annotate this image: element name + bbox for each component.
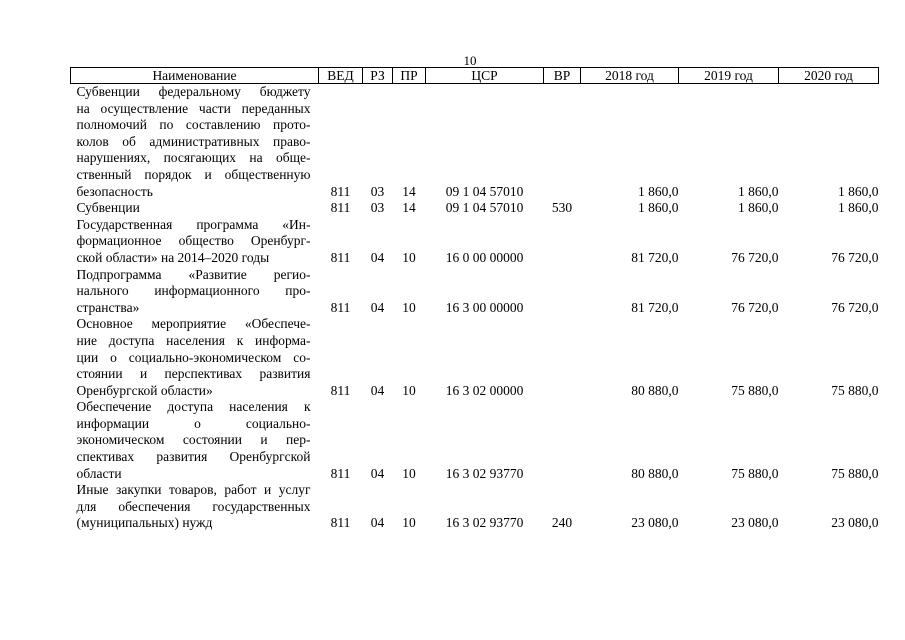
cell-ved: 811 [330, 465, 351, 481]
cell-y2019: 1 860,0 [738, 200, 779, 216]
cell-y2019: 1 860,0 [738, 183, 779, 199]
row-name-line: ние доступа населения к информа- [76, 332, 311, 348]
row-name-line: Обеспечение доступа населения к [76, 399, 311, 415]
table-row [71, 482, 879, 532]
row-name-line: спективах развития Оренбургской [76, 449, 311, 465]
cell-rz: 04 [370, 299, 385, 315]
cell-rz: 03 [370, 200, 385, 216]
row-name-line: для обеспечения государственных [76, 498, 311, 514]
cell-csr: 16 3 00 00000 [445, 299, 524, 315]
row-name-line: безопасность [76, 183, 153, 199]
cell-y2018: 81 720,0 [631, 299, 679, 315]
header-name: Наименование [71, 68, 319, 84]
row-name-line: Субвенции [76, 200, 140, 216]
cell-y2018: 80 880,0 [631, 465, 679, 481]
header-vr: ВР [544, 68, 581, 84]
cell-y2019: 75 880,0 [731, 382, 779, 398]
cell-csr: 09 1 04 57010 [445, 200, 524, 216]
cell-pr: 14 [402, 200, 416, 216]
row-name [71, 482, 319, 532]
cell-y2018: 23 080,0 [631, 515, 679, 531]
cell-rz: 04 [370, 382, 385, 398]
row-name-line: странства» [76, 299, 140, 315]
header-row [71, 68, 879, 84]
cell-vr [544, 84, 581, 201]
row-name [71, 267, 319, 317]
row-name-line: Основное мероприятие «Обеспече- [76, 316, 311, 332]
cell-ved: 811 [330, 299, 351, 315]
row-name-line: Оренбургской области» [76, 382, 213, 398]
cell-ved: 811 [330, 183, 351, 199]
row-name-line: (муниципальных) нужд [76, 515, 213, 531]
table-row [71, 200, 879, 217]
table-row [71, 399, 879, 482]
header-csr: ЦСР [426, 68, 544, 84]
cell-csr: 16 3 02 93770 [445, 515, 524, 531]
row-name-line: информации о социально- [76, 415, 311, 431]
header-pr: ПР [393, 68, 426, 84]
cell-y2020: 23 080,0 [831, 515, 879, 531]
cell-y2020: 76 720,0 [831, 249, 879, 265]
row-name-line: Иные закупки товаров, работ и услуг [76, 482, 311, 498]
row-name-line: Субвенции федеральному бюджету [76, 84, 311, 99]
cell-y2018: 80 880,0 [631, 382, 679, 398]
row-name-line: нарушениях, посягающих на обще- [76, 150, 311, 166]
row-name-line: стоянии и перспективах развития [76, 366, 311, 382]
cell-y2020: 76 720,0 [831, 299, 879, 315]
cell-vr [544, 267, 581, 317]
cell-pr: 10 [402, 249, 416, 265]
row-name-line: нального информационного про- [76, 283, 311, 299]
header-2019: 2019 год [679, 68, 779, 84]
cell-vr: 530 [551, 200, 573, 216]
cell-y2019: 76 720,0 [731, 249, 779, 265]
cell-y2020: 75 880,0 [831, 465, 879, 481]
cell-y2019: 75 880,0 [731, 465, 779, 481]
row-name [71, 84, 319, 201]
cell-ved: 811 [330, 382, 351, 398]
header-2020: 2020 год [779, 68, 879, 84]
budget-table [70, 67, 879, 532]
row-name-line: полномочий по составлению прото- [76, 117, 311, 133]
cell-ved: 811 [330, 200, 351, 216]
header-rz: РЗ [363, 68, 393, 84]
cell-y2020: 1 860,0 [838, 183, 879, 199]
cell-rz: 04 [370, 249, 385, 265]
cell-y2018: 1 860,0 [638, 183, 679, 199]
cell-csr: 16 3 02 00000 [445, 382, 524, 398]
header-ved: ВЕД [319, 68, 363, 84]
row-name-line: ской области» на 2014–2020 годы [76, 249, 270, 265]
cell-y2020: 1 860,0 [838, 200, 879, 216]
table-row [71, 217, 879, 267]
cell-ved: 811 [330, 515, 351, 531]
header-2018: 2018 год [581, 68, 679, 84]
cell-vr [544, 316, 581, 399]
cell-vr [544, 399, 581, 482]
row-name [71, 316, 319, 399]
cell-rz: 04 [370, 465, 385, 481]
cell-pr: 14 [402, 183, 416, 199]
cell-pr: 10 [402, 465, 416, 481]
row-name [71, 217, 319, 267]
cell-vr: 240 [551, 515, 573, 531]
cell-csr: 16 3 02 93770 [445, 465, 524, 481]
table-row [71, 84, 879, 201]
table-row [71, 316, 879, 399]
cell-y2019: 23 080,0 [731, 515, 779, 531]
cell-y2019: 76 720,0 [731, 299, 779, 315]
row-name-line: Подпрограмма «Развитие регио- [76, 266, 311, 282]
cell-pr: 10 [402, 299, 416, 315]
cell-vr [544, 217, 581, 267]
row-name-line: формационное общество Оренбург- [76, 233, 311, 249]
row-name-line: ции о социально-экономическом со- [76, 349, 311, 365]
cell-y2018: 1 860,0 [638, 200, 679, 216]
cell-rz: 03 [370, 183, 385, 199]
cell-csr: 09 1 04 57010 [445, 183, 524, 199]
cell-pr: 10 [402, 382, 416, 398]
row-name-line: Государственная программа «Ин- [76, 216, 311, 232]
table-row [71, 267, 879, 317]
row-name-line: ственный порядок и общественную [76, 166, 311, 182]
row-name-line: экономическом состоянии и пер- [76, 432, 311, 448]
cell-rz: 04 [370, 515, 385, 531]
page-number: 10 [463, 53, 477, 68]
cell-ved: 811 [330, 249, 351, 265]
row-name-line: на осуществление части переданных [76, 100, 311, 116]
row-name-line: колов об административных право- [76, 133, 311, 149]
cell-y2020: 75 880,0 [831, 382, 879, 398]
cell-csr: 16 0 00 00000 [445, 249, 524, 265]
row-name-line: области [76, 465, 122, 481]
cell-y2018: 81 720,0 [631, 249, 679, 265]
row-name [71, 399, 319, 482]
table-body [71, 84, 879, 533]
cell-pr: 10 [402, 515, 416, 531]
row-name [71, 200, 319, 217]
